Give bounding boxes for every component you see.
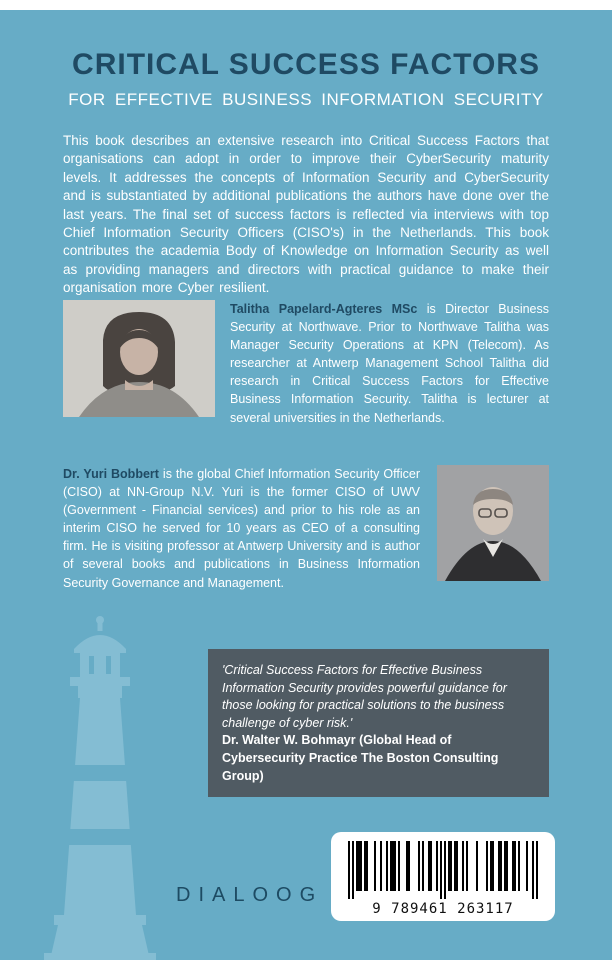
author-bio-yuri <box>63 465 549 592</box>
testimonial-quote-box <box>208 649 549 797</box>
barcode <box>331 832 555 921</box>
talitha-bio-text <box>230 300 549 427</box>
isbn-number: 9 789461 263117 <box>372 901 514 917</box>
testimonial-attribution: Dr. Walter W. Bohmayr (Global Head of Cybersecurity Practice The Boston Consulting Group) <box>222 733 499 783</box>
lighthouse-watermark-icon <box>18 615 183 960</box>
yuri-portrait-photo <box>437 465 549 581</box>
yuri-name: Dr. Yuri Bobbert <box>63 467 159 481</box>
talitha-bio-body: is Director Business Security at Northwave. Prior to Northwave Talitha was Manager Security Operations at KPN (Telecom). As researcher at Antwerp Management School Talitha did research in Critical Success Factors for Effective Business Information Security. Talitha is lecturer at several universities in the Netherlands. <box>230 302 549 425</box>
yuri-bio-text <box>63 465 420 592</box>
yuri-bio-body: is the global Chief Information Security Officer (CISO) at NN-Group N.V. Yuri is the former CISO of UWV (Government - Financial services) and prior to his role as an interim CISO he served for 10 years as CEO of a consulting firm. He is visiting professor at Antwerp University and is author of several books and publications in Business Information Security Governance and Management. <box>63 467 420 590</box>
talitha-name: Talitha Papelard-Agteres MSc <box>230 302 418 316</box>
author-bio-talitha <box>63 300 549 427</box>
page-edge-strip <box>0 0 612 10</box>
publisher-logo: DIALOOG <box>176 884 324 906</box>
yuri-portrait-illustration <box>437 465 549 581</box>
barcode-bars <box>348 841 538 899</box>
book-subtitle: FOR EFFECTIVE BUSINESS INFORMATION SECURITY <box>68 90 544 109</box>
testimonial-quote: 'Critical Success Factors for Effective Business Information Security provides powerful guidance for those looking for practical solutions to the business challenge of cyber risk.' <box>222 663 507 730</box>
book-title: CRITICAL SUCCESS FACTORS <box>72 48 540 81</box>
talitha-portrait-illustration <box>63 300 215 417</box>
talitha-portrait-photo <box>63 300 215 417</box>
book-description: This book describes an extensive research into Critical Success Factors that organisations can adopt in order to improve their CyberSecurity maturity levels. It addresses the concepts of Information Security and CyberSecurity and is substantiated by additional publications the authors have done over the last years. The final set of success factors is reflected via interviews with top Chief Information Security Officers (CISO's) in the Netherlands. This book contributes the academia Body of Knowledge on Information Security as well as providing managers and directors with practical guidance to make their organisation more Cyber resilient. <box>63 133 549 296</box>
